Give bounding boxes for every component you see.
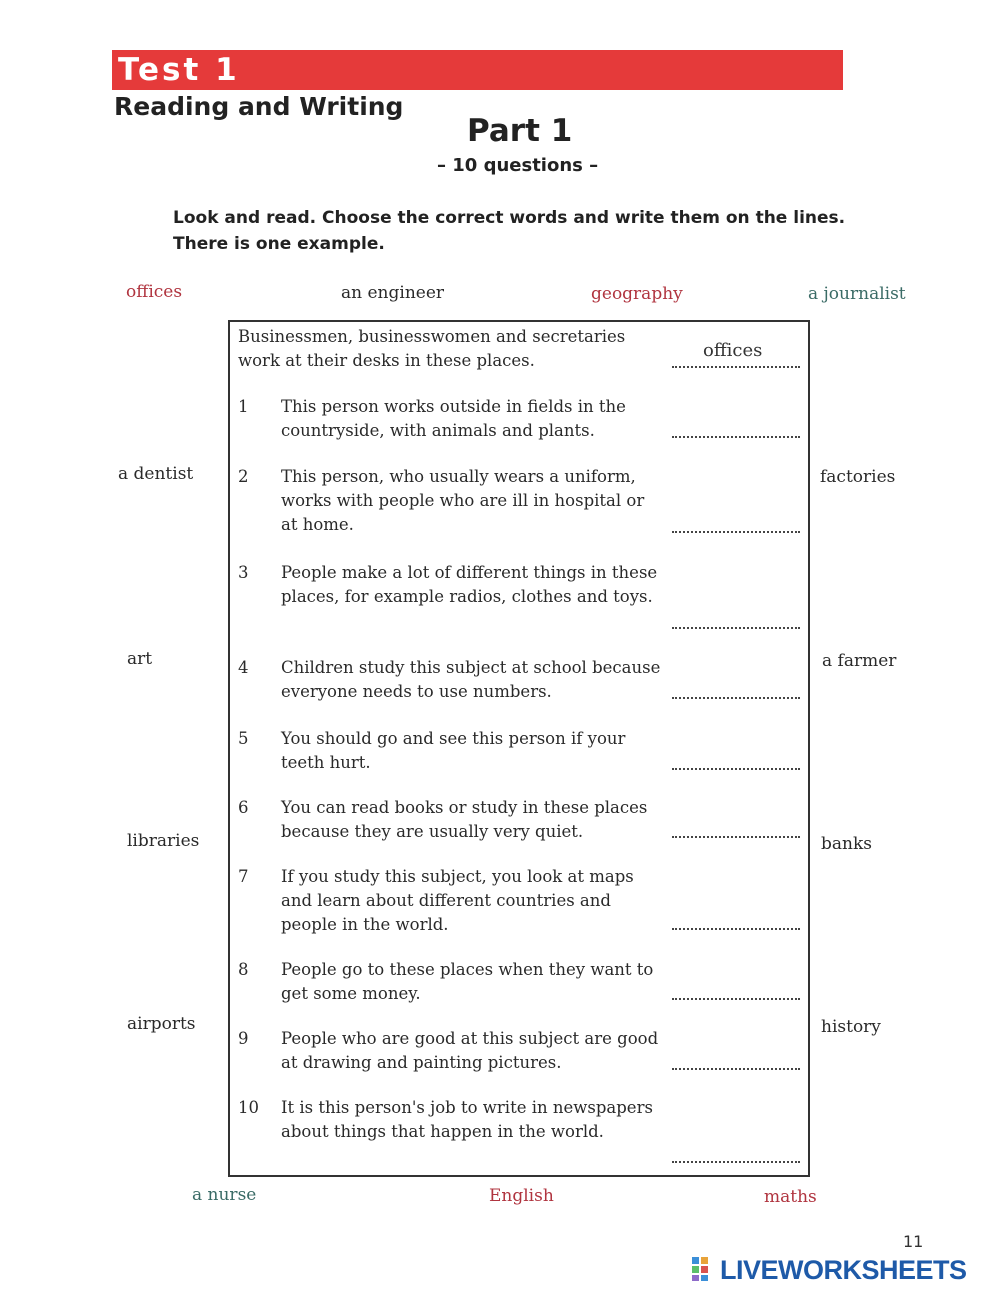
question-number: 8 xyxy=(238,960,249,979)
question-number: 1 xyxy=(238,397,249,416)
word-bank-item: a nurse xyxy=(192,1185,257,1205)
question-number: 7 xyxy=(238,867,249,886)
word-bank-item: a farmer xyxy=(822,651,897,671)
answer-input[interactable] xyxy=(672,836,800,838)
answer-input[interactable] xyxy=(672,928,800,930)
question-text: Children study this subject at school because everyone needs to use numbers. xyxy=(281,658,661,701)
word-bank-item: maths xyxy=(764,1187,817,1207)
answer-input[interactable] xyxy=(672,627,800,629)
word-bank-item: offices xyxy=(126,282,183,302)
question-text: This person works outside in fields in the countryside, with animals and plants. xyxy=(281,397,626,440)
part-title: Part 1 xyxy=(467,113,573,149)
instructions xyxy=(173,205,873,257)
question-text: Businessmen, businesswomen and secretaries work at their desks in these places. xyxy=(238,327,626,370)
word-bank-item: a journalist xyxy=(808,284,906,304)
question-text: It is this person's job to write in newspapers about things that happen in the world. xyxy=(281,1098,653,1141)
answer-line xyxy=(672,366,800,368)
question-text: People who are good at this subject are good at drawing and painting pictures. xyxy=(281,1029,659,1072)
answer-input[interactable] xyxy=(672,998,800,1000)
instruction-line: There is one example. xyxy=(173,234,385,254)
question-number: 6 xyxy=(238,798,249,817)
question-number: 2 xyxy=(238,467,249,486)
word-bank-item: geography xyxy=(591,284,683,304)
question-number: 3 xyxy=(238,563,249,582)
question-number: 10 xyxy=(238,1098,259,1117)
word-bank-item: airports xyxy=(127,1014,196,1034)
answer-input[interactable] xyxy=(672,531,800,533)
page-number: 11 xyxy=(903,1232,924,1251)
word-bank-item: an engineer xyxy=(341,283,445,303)
question-text: You should go and see this person if your teeth hurt. xyxy=(281,729,626,772)
liveworksheets-wordmark: LIVEWORKSHEETS xyxy=(720,1255,967,1285)
answer-input[interactable] xyxy=(672,768,800,770)
answer-input[interactable] xyxy=(672,1068,800,1070)
answer-input[interactable] xyxy=(672,1161,800,1163)
answer-input[interactable] xyxy=(672,436,800,438)
answer-input[interactable] xyxy=(672,697,800,699)
instruction-line: Look and read. Choose the correct words and write them on the lines. xyxy=(173,208,846,228)
test-label: Test 1 xyxy=(118,52,240,88)
question-number: 9 xyxy=(238,1029,249,1048)
question-count: – 10 questions – xyxy=(437,155,599,176)
word-bank-item: a dentist xyxy=(118,464,194,484)
word-bank-item: art xyxy=(127,649,153,669)
test-banner xyxy=(112,50,843,90)
word-bank-item: libraries xyxy=(127,831,200,851)
question-text: If you study this subject, you look at maps and learn about different countries and people in the world. xyxy=(281,867,634,934)
question-text: People go to these places when they want to get some money. xyxy=(281,960,654,1003)
example-answer: offices xyxy=(703,340,763,361)
word-bank-item: history xyxy=(821,1017,881,1037)
word-bank-item: factories xyxy=(820,467,896,487)
question-number: 4 xyxy=(238,658,249,677)
question-text: This person, who usually wears a uniform, works with people who are ill in hospital or at home. xyxy=(281,467,645,534)
word-bank-item: banks xyxy=(821,834,872,854)
question-text: People make a lot of different things in these places, for example radios, clothes and toys. xyxy=(281,563,658,606)
word-bank-item: English xyxy=(489,1186,554,1206)
question-number: 5 xyxy=(238,729,249,748)
question-text: You can read books or study in these places because they are usually very quiet. xyxy=(281,798,648,841)
liveworksheets-logo-icon xyxy=(692,1257,718,1281)
section-title: Reading and Writing xyxy=(114,92,404,121)
